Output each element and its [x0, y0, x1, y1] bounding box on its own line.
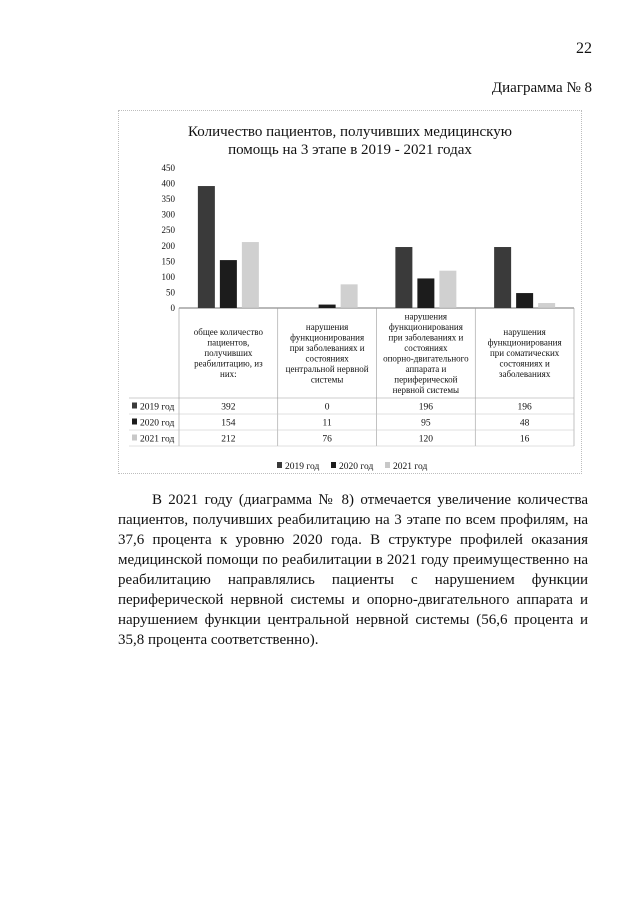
bar-2021-год-cat1: [242, 242, 259, 308]
table-row-label: 2019 год: [140, 402, 175, 413]
legend-item: 2019 год: [285, 462, 320, 472]
table-cell-value: 16: [519, 434, 530, 445]
category-label-1: общее количество пациентов, получивших реабилитацию, из них:: [193, 327, 263, 379]
category-label-3: нарушения функционирования при заболеваниях и состояниях опорно-двигательного аппарата и периферической нервной системы: [383, 311, 469, 395]
y-tick-label: 50: [166, 287, 175, 298]
bar-2019-год-cat1: [198, 186, 215, 308]
bar-2020-год-cat2: [319, 305, 336, 308]
table-cell-value: 212: [221, 434, 236, 445]
y-tick-label: 400: [161, 178, 175, 189]
table-cell-value: 95: [421, 418, 431, 429]
y-tick-label: 200: [161, 240, 175, 251]
bar-2021-год-cat4: [538, 303, 555, 308]
body-paragraph: [118, 490, 588, 650]
category-label-4: нарушения функционирования при соматических состояниях и заболеваниях: [487, 327, 562, 379]
chart-frame: [118, 110, 582, 474]
y-tick-label: 150: [161, 256, 175, 267]
bar-2020-год-cat4: [516, 293, 533, 308]
table-cell-value: 154: [221, 418, 236, 429]
bar-2021-год-cat3: [439, 271, 456, 308]
legend-item: 2021 год: [393, 462, 428, 472]
y-tick-label: 250: [161, 225, 175, 236]
table-cell-value: 48: [519, 418, 530, 429]
y-tick-label: 350: [161, 194, 175, 205]
bar-2019-год-cat3: [395, 247, 412, 308]
body-paragraph-text: В 2021 году (диаграмма № 8) отмечается увеличение количества пациентов, получивших реабилитацию на 3 этапе по всем профилям, на 37,6 процента к уровню 2020 года. В структуре профилей оказания медицинской помощи по реабилитации в 2021 году преимущественно на реабилитацию направлялись пациенты с нарушением функции периферической нервной системы и опорно-двигательного аппарата и нарушением функции центральной нервной системы (56,6 процента и 35,8 процента соответственно).: [118, 492, 588, 648]
legend-swatch: [277, 462, 282, 468]
bar-2021-год-cat2: [341, 284, 358, 308]
chart-title: Количество пациентов, получивших медицинскую помощь на 3 этапе в 2019 - 2021 годах: [188, 124, 512, 158]
legend-swatch: [385, 462, 390, 468]
bar-chart: [119, 111, 581, 473]
y-tick-label: 100: [161, 271, 175, 282]
page-number: 22: [576, 40, 592, 57]
y-tick-label: 300: [161, 209, 175, 220]
legend-swatch: [331, 462, 336, 468]
table-legend-key: [132, 403, 137, 409]
table-row-label: 2020 год: [140, 418, 175, 429]
bar-2020-год-cat1: [220, 260, 237, 308]
table-cell-value: 120: [418, 434, 433, 445]
table-row-label: 2021 год: [140, 434, 175, 445]
table-legend-key: [132, 435, 137, 441]
table-cell-value: 392: [221, 402, 236, 413]
bar-2019-год-cat4: [494, 247, 511, 308]
table-cell-value: 11: [322, 418, 332, 429]
diagram-label: Диаграмма № 8: [491, 80, 592, 96]
table-cell-value: 0: [324, 402, 330, 413]
table-cell-value: 196: [517, 402, 532, 413]
y-tick-label: 0: [170, 303, 175, 313]
bar-2020-год-cat3: [417, 278, 434, 308]
table-legend-key: [132, 419, 137, 425]
table-cell-value: 76: [322, 434, 332, 445]
category-label-2: нарушения функционирования при заболеваниях и состояниях центральной нервной системы: [285, 321, 369, 385]
legend-item: 2020 год: [339, 462, 374, 472]
y-tick-label: 450: [161, 163, 175, 173]
table-cell-value: 196: [418, 402, 433, 413]
